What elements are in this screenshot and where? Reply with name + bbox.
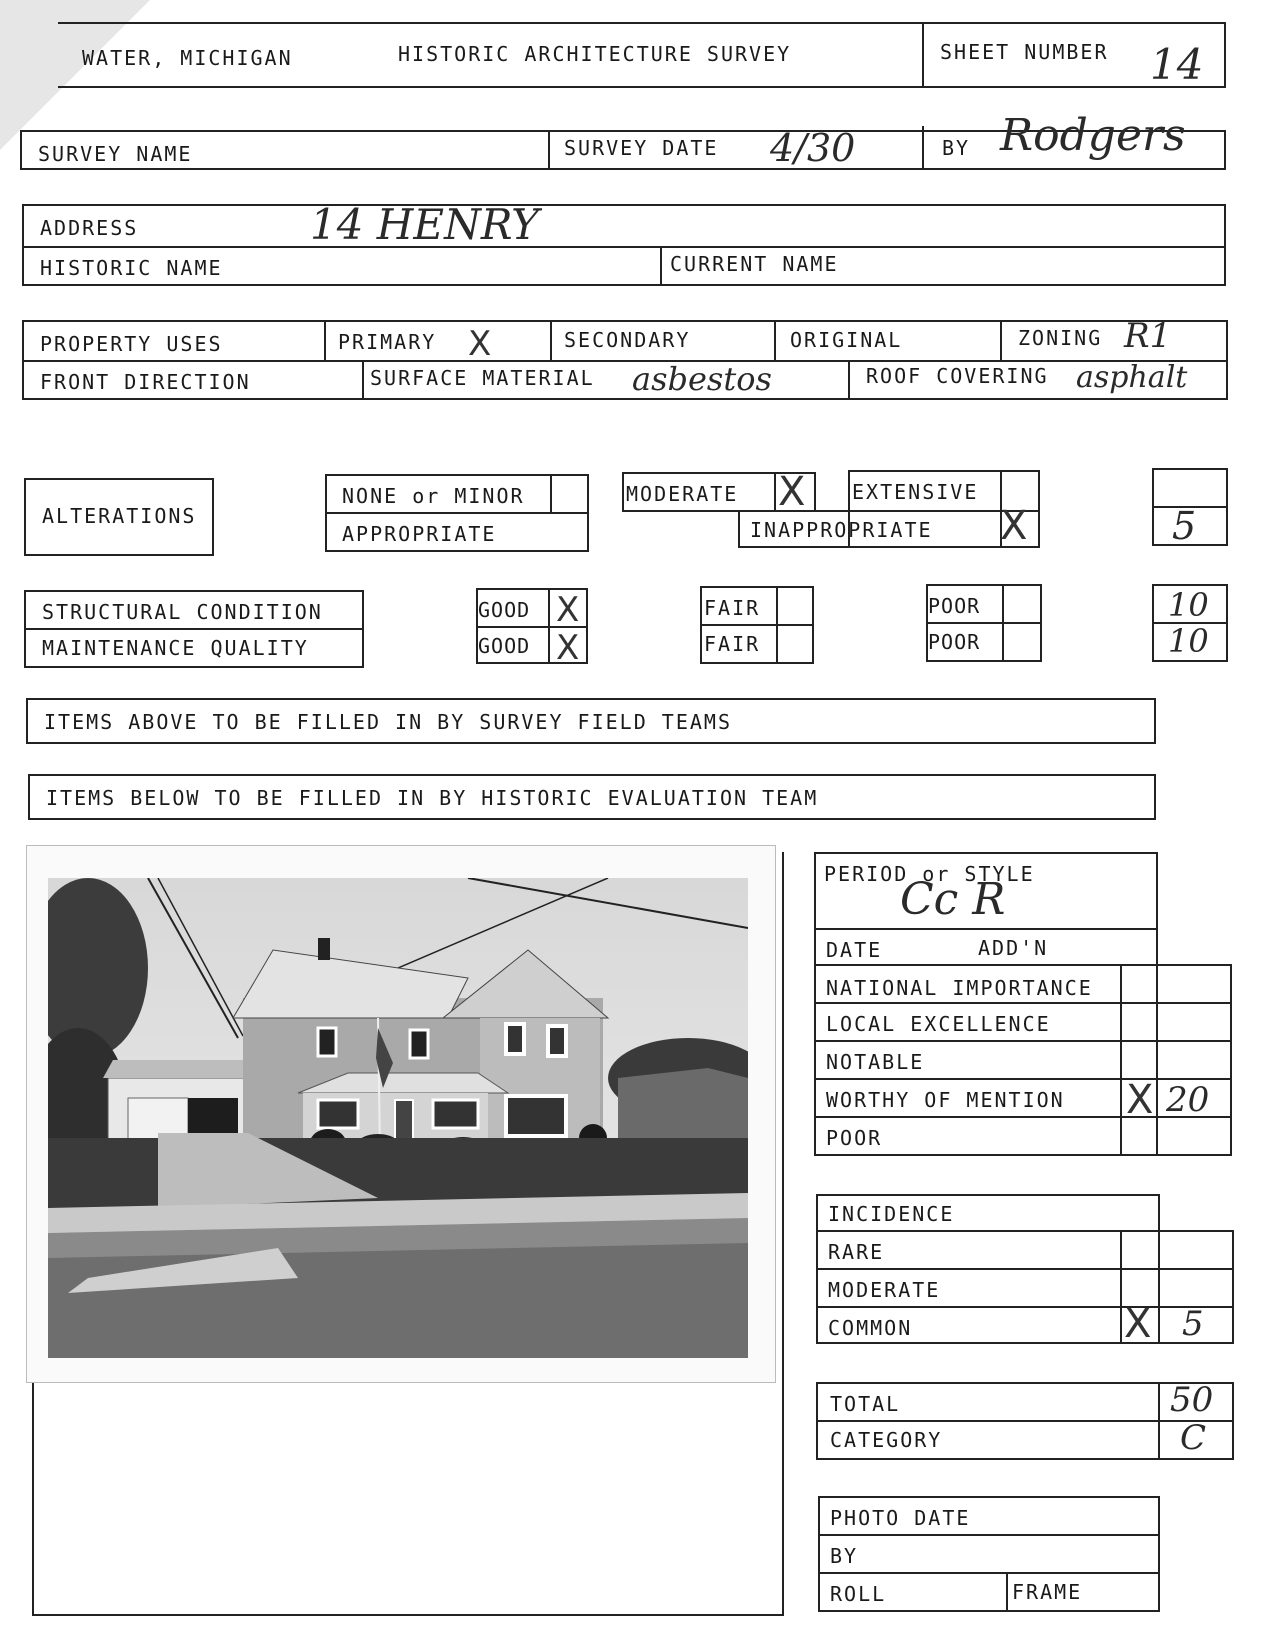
moderate-incidence-label: MODERATE (828, 1278, 941, 1302)
primary-mark: X (468, 324, 492, 364)
poor-eval-label: POOR (826, 1126, 883, 1150)
fair-label-maintenance: FAIR (704, 632, 761, 656)
moderate-label: MODERATE (626, 482, 739, 506)
addn-label: ADD'N (978, 936, 1049, 960)
property-uses-label: PROPERTY USES (40, 332, 223, 356)
moderate-mark: X (778, 469, 806, 515)
common-mark: X (1124, 1301, 1152, 1347)
incidence-label: INCIDENCE (828, 1202, 955, 1226)
by-label: BY (942, 136, 971, 160)
city-title: WATER, MICHIGAN (82, 46, 293, 70)
surface-material-label: SURFACE MATERIAL (370, 366, 595, 390)
total-label: TOTAL (830, 1392, 901, 1416)
structural-condition-label: STRUCTURAL CONDITION (42, 600, 323, 624)
inappropriate-mark: X (1000, 503, 1028, 549)
zoning-label: ZONING (1018, 326, 1103, 350)
period-label: PERIOD or STYLE (824, 862, 1035, 886)
good-label-structural: GOOD (478, 598, 531, 622)
category-label: CATEGORY (830, 1428, 943, 1452)
none-minor-label: NONE or MINOR (342, 484, 525, 508)
primary-label: PRIMARY (338, 330, 437, 354)
by-value: Rodgers (1000, 110, 1186, 161)
zoning-value: R1 (1124, 316, 1172, 356)
maintenance-quality-label: MAINTENANCE QUALITY (42, 636, 309, 660)
historic-name-label: HISTORIC NAME (40, 256, 223, 280)
roll-label: ROLL (830, 1582, 887, 1606)
maintenance-good-mark: X (556, 628, 580, 668)
national-importance-label: NATIONAL IMPORTANCE (826, 976, 1093, 1000)
current-name-label: CURRENT NAME (670, 252, 839, 276)
date-label: DATE (826, 938, 883, 962)
secondary-label: SECONDARY (564, 328, 691, 352)
structural-good-mark: X (556, 590, 580, 630)
notable-label: NOTABLE (826, 1050, 925, 1074)
worthy-score: 20 (1166, 1080, 1210, 1120)
total-value: 50 (1170, 1380, 1214, 1420)
alterations-score: 5 (1172, 504, 1197, 548)
front-direction-label: FRONT DIRECTION (40, 370, 251, 394)
roof-covering-value: asphalt (1076, 360, 1188, 395)
roof-covering-label: ROOF COVERING (866, 364, 1049, 388)
original-label: ORIGINAL (790, 328, 903, 352)
sheet-number-value: 14 (1150, 40, 1204, 89)
period-value: Cc R (900, 874, 1006, 925)
form-title: HISTORIC ARCHITECTURE SURVEY (398, 42, 792, 66)
structural-score: 10 (1168, 586, 1209, 624)
common-label: COMMON (828, 1316, 913, 1340)
address-value: 14 HENRY (310, 200, 539, 249)
survey-name-label: SURVEY NAME (38, 142, 193, 166)
photo-date-label: PHOTO DATE (830, 1506, 971, 1530)
appropriate-label: APPROPRIATE (342, 522, 497, 546)
extensive-label: EXTENSIVE (852, 480, 979, 504)
note-above: ITEMS ABOVE TO BE FILLED IN BY SURVEY FIELD TEAMS (44, 710, 733, 734)
alterations-label: ALTERATIONS (42, 504, 197, 528)
inappropriate-label: INAPPROPRIATE (750, 518, 933, 542)
address-label: ADDRESS (40, 216, 139, 240)
rare-label: RARE (828, 1240, 885, 1264)
poor-label-maintenance: POOR (928, 630, 981, 654)
survey-date-label: SURVEY DATE (564, 136, 719, 160)
surface-material-value: asbestos (632, 360, 772, 398)
sheet-number-label: SHEET NUMBER (940, 40, 1109, 64)
local-excellence-label: LOCAL EXCELLENCE (826, 1012, 1051, 1036)
common-score: 5 (1182, 1304, 1204, 1344)
worthy-mark: X (1126, 1077, 1154, 1123)
survey-date-value: 4/30 (770, 126, 856, 170)
poor-label-structural: POOR (928, 594, 981, 618)
fair-label-structural: FAIR (704, 596, 761, 620)
worthy-of-mention-label: WORTHY OF MENTION (826, 1088, 1065, 1112)
category-value: C (1180, 1418, 1207, 1458)
frame-label: FRAME (1012, 1580, 1083, 1604)
maintenance-score: 10 (1168, 622, 1209, 660)
note-below: ITEMS BELOW TO BE FILLED IN BY HISTORIC EVALUATION TEAM (46, 786, 819, 810)
photo-by-label: BY (830, 1544, 859, 1568)
good-label-maintenance: GOOD (478, 634, 531, 658)
house-photo (48, 878, 748, 1358)
